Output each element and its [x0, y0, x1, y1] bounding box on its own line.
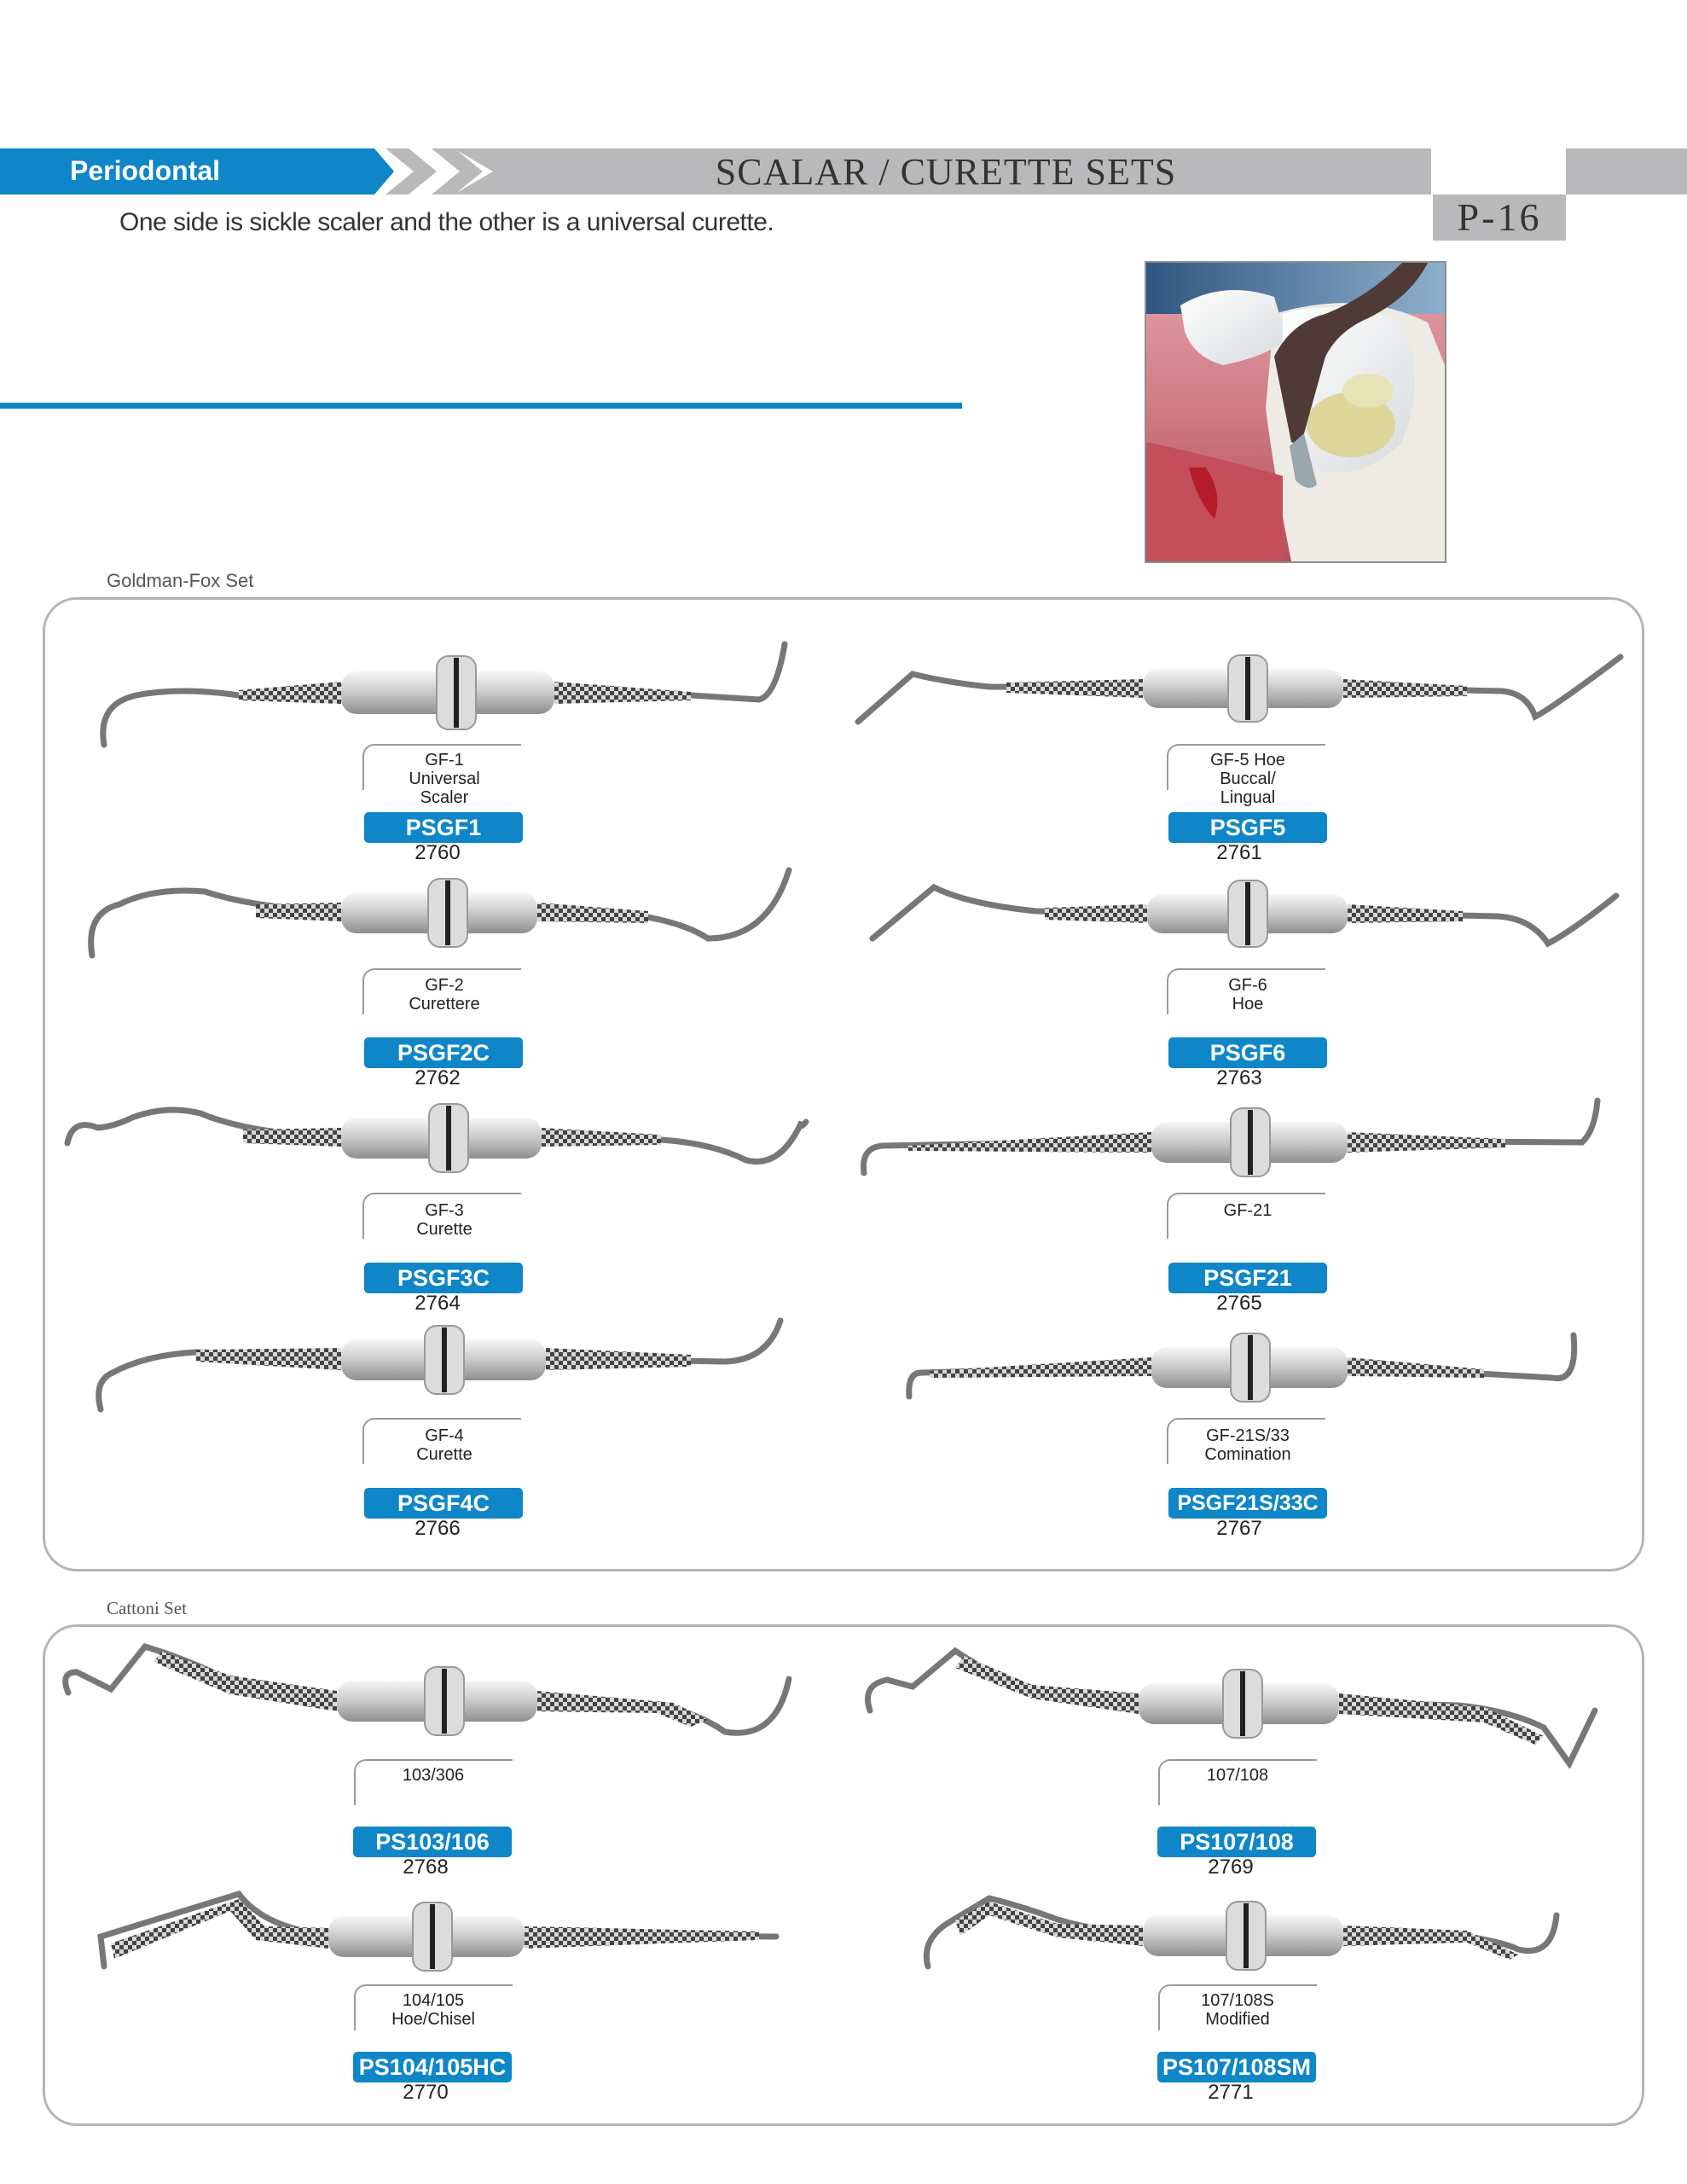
dental-scaler-instrument	[94, 1877, 793, 1979]
item-caption: GF-3 Curette	[416, 1201, 472, 1239]
product-code-badge: PSGF2C	[364, 1037, 523, 1068]
product-code-badge: PS103/106	[353, 1827, 512, 1857]
product-number: 2767	[1216, 1517, 1262, 1540]
dental-scaler-instrument	[861, 1642, 1612, 1770]
set-label-cattoni: Cattoni Set	[107, 1598, 187, 1618]
product-code-badge: PS107/108SM	[1157, 2052, 1316, 2082]
dental-scaler-instrument	[94, 636, 793, 755]
item-caption: GF-6 Hoe	[1228, 976, 1267, 1014]
product-number: 2766	[415, 1517, 461, 1540]
product-number: 2770	[403, 2081, 449, 2104]
product-code-badge: PS104/105HC	[353, 2052, 512, 2082]
category-label: Periodontal	[70, 155, 221, 186]
item-caption: GF-21S/33 Comination	[1204, 1426, 1291, 1464]
product-number: 2761	[1216, 841, 1262, 864]
dental-scaler-instrument	[94, 1314, 793, 1416]
item-caption: GF-21	[1223, 1201, 1272, 1220]
page-title: SCALAR / CURETTE SETS	[715, 151, 1177, 193]
dental-scaler-instrument	[64, 1092, 815, 1186]
page-number: P-16	[1457, 195, 1542, 239]
product-code-badge: PSGF21S/33C	[1168, 1488, 1327, 1519]
item-caption: GF-1 Universal Scaler	[409, 751, 480, 807]
item-caption: 104/105 Hoe/Chisel	[391, 1991, 475, 2029]
dental-photo-illustration	[1145, 261, 1446, 563]
item-caption: 107/108	[1206, 1766, 1269, 1785]
product-code-badge: PS107/108	[1157, 1827, 1316, 1857]
dental-scaler-instrument	[853, 640, 1629, 734]
blue-divider	[0, 403, 962, 409]
product-number: 2771	[1208, 2081, 1254, 2104]
item-caption: 103/306	[402, 1766, 465, 1785]
product-number: 2762	[415, 1066, 461, 1089]
dental-scaler-instrument	[921, 1881, 1569, 1984]
product-number: 2769	[1208, 1856, 1254, 1879]
product-code-badge: PSGF4C	[364, 1488, 523, 1519]
product-number: 2765	[1216, 1292, 1262, 1315]
set-label-goldman-fox: Goldman-Fox Set	[107, 570, 254, 591]
product-number: 2768	[403, 1856, 449, 1879]
item-caption: GF-4 Curette	[416, 1426, 472, 1464]
product-number: 2760	[415, 841, 461, 864]
product-number: 2763	[1216, 1066, 1262, 1089]
dental-scaler-instrument	[857, 1096, 1608, 1190]
item-caption: 107/108S Modified	[1201, 1991, 1274, 2029]
product-code-badge: PSGF1	[364, 812, 523, 843]
product-code-badge: PSGF3C	[364, 1263, 523, 1293]
dental-scaler-instrument	[85, 862, 802, 964]
dental-scaler-instrument	[904, 1327, 1586, 1412]
dental-scaler-instrument	[866, 870, 1625, 964]
product-code-badge: PSGF6	[1168, 1037, 1327, 1068]
page-subtitle: One side is sickle scaler and the other is a universal curette.	[119, 208, 774, 236]
item-caption: GF-5 Hoe Buccal/ Lingual	[1210, 751, 1285, 807]
title-band-end	[1566, 148, 1687, 195]
product-code-badge: PSGF5	[1168, 812, 1327, 843]
item-caption: GF-2 Curettere	[409, 976, 480, 1014]
dental-scaler-instrument	[60, 1638, 802, 1749]
product-number: 2764	[415, 1292, 461, 1315]
product-code-badge: PSGF21	[1168, 1263, 1327, 1293]
